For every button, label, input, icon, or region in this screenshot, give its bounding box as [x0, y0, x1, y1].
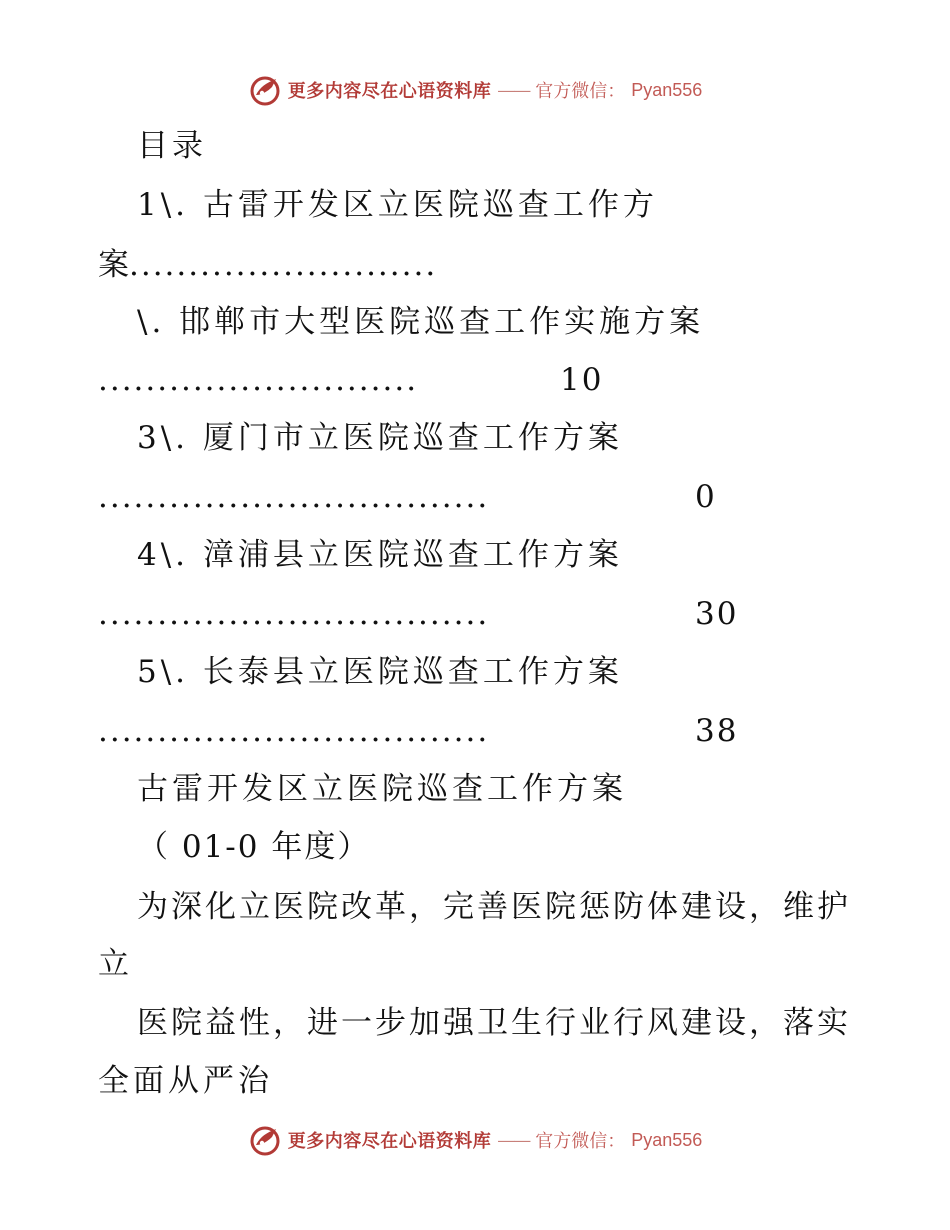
- banner-separator: ——: [497, 79, 530, 101]
- toc-item-3: 3\. 厦门市立医院巡查工作方案: [137, 420, 623, 456]
- header-banner: [0, 70, 950, 110]
- footer-banner: [0, 1120, 950, 1160]
- toc-item-4-page: 30: [695, 596, 739, 632]
- toc-title: 目录: [137, 128, 207, 164]
- paragraph-2-line-2: 全面从严治: [98, 1063, 273, 1099]
- toc-item-2: \. 邯郸市大型医院巡查工作实施方案: [137, 304, 705, 340]
- paragraph-1-line-2: 立: [98, 946, 133, 982]
- toc-item-3-leader: .................................: [98, 479, 490, 515]
- banner-sub-text: 官方微信：: [535, 1131, 626, 1152]
- toc-item-4-leader: .................................: [98, 596, 490, 632]
- toc-item-3-page: 0: [695, 479, 717, 515]
- banner-main-text: 更多内容尽在心语资料库: [287, 1131, 492, 1152]
- pen-logo-icon: [248, 1123, 282, 1157]
- banner-separator: ——: [497, 1129, 530, 1151]
- toc-item-2-leader: ...........................: [98, 362, 419, 398]
- toc-item-1-leader: ..........................: [129, 247, 438, 283]
- banner-wechat-id: Pyan556: [631, 79, 703, 100]
- toc-item-2-page: 10: [560, 362, 604, 398]
- section-subheading: （ 01-0 年度）: [137, 829, 371, 865]
- toc-item-4: 4\. 漳浦县立医院巡查工作方案: [137, 537, 623, 573]
- section-heading: 古雷开发区立医院巡查工作方案: [137, 771, 627, 807]
- paragraph-2-line-1: 医院益性，进一步加强卫生行业行风建设，落实: [137, 1005, 851, 1041]
- paragraph-1-line-1: 为深化立医院改革，完善医院惩防体建设，维护: [137, 889, 851, 925]
- toc-item-1: 1\. 古雷开发区立医院巡查工作方: [137, 187, 658, 223]
- toc-item-1-continuation: 案..........................: [98, 247, 438, 283]
- banner-wechat-id: Pyan556: [631, 1129, 703, 1150]
- toc-item-5-leader: .................................: [98, 713, 490, 749]
- toc-item-5-page: 38: [695, 713, 739, 749]
- toc-item-5: 5\. 长泰县立医院巡查工作方案: [137, 654, 623, 690]
- pen-logo-icon: [248, 73, 282, 107]
- banner-main-text: 更多内容尽在心语资料库: [287, 81, 492, 102]
- banner-sub-text: 官方微信：: [535, 81, 626, 102]
